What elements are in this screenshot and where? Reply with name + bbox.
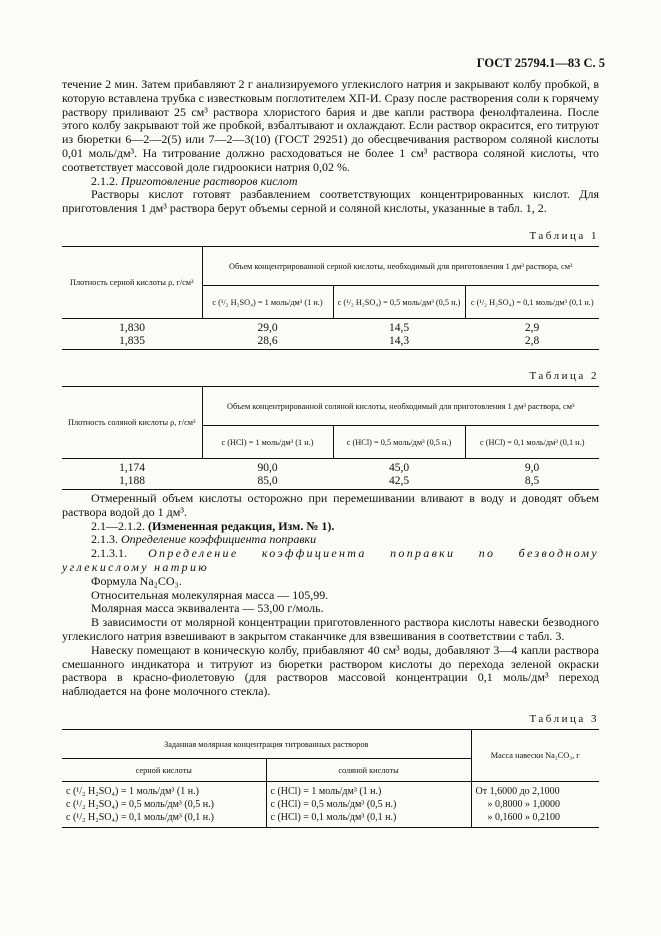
section-number: 2.1—2.1.2. xyxy=(91,518,145,533)
table2-caption: Таблица 2 xyxy=(529,370,599,382)
table-cell: » 0,1600 » 0,2100 xyxy=(471,812,599,828)
paragraph-acid-prep: Растворы кислот готовят разбавлением соответствующих концентрированных кислот. Для приготовления 1 дм³ раствора берут объемы серной и соляной кислоты, указанные в табл. 1, 2. xyxy=(62,187,599,216)
table2-sub-2: c (HCl) = 0,5 моль/дм³ (0,5 н.) xyxy=(333,426,465,459)
section-2-1-3-heading xyxy=(62,533,599,547)
table1-sub-1: c (¹/₂ H₂SO₄) = 1 моль/дм³ (1 н.) xyxy=(202,286,333,319)
table-row xyxy=(62,799,599,812)
table-cell: c (¹/₂ H₂SO₄) = 0,1 моль/дм³ (0,1 н.) xyxy=(62,812,266,828)
section-title: Определение коэффициента поправки xyxy=(121,532,317,547)
equivalent-mass-line: Молярная масса эквивалента — 53,00 г/моль. xyxy=(91,601,324,616)
table-cell: 45,0 xyxy=(388,462,410,474)
table-cell: 1,835 xyxy=(62,336,202,350)
table-cell: c (HCl) = 1 моль/дм³ (1 н.) xyxy=(266,782,471,800)
formula-line: Формула Na₂CO₃. xyxy=(91,573,182,588)
table-row xyxy=(62,459,599,477)
table-cell: 8,5 xyxy=(465,476,599,490)
section-number: 2.1.2. xyxy=(91,173,118,188)
table2-sub-1: c (HCl) = 1 моль/дм³ (1 н.) xyxy=(202,426,333,459)
text-block-1 xyxy=(62,78,599,216)
table-cell: 9,0 xyxy=(524,462,540,474)
paragraph-dilution: Отмеренный объем кислоты осторожно при перемешивании вливают в воду и доводят объем раствора водой до 1 дм³. xyxy=(62,491,599,519)
table-row xyxy=(62,782,599,800)
table3-sub-sulfuric: серной кислоты xyxy=(62,759,266,782)
table-cell: 1,188 xyxy=(62,476,202,490)
table1-sub-2: c (¹/₂ H₂SO₄) = 0,5 моль/дм³ (0,5 н.) xyxy=(333,286,465,319)
table1-sub-3: c (¹/₂ H₂SO₄) = 0,1 моль/дм³ (0,1 н.) xyxy=(465,286,599,319)
edit-note-text: (Измененная редакция, Изм. № 1). xyxy=(148,518,335,533)
table2-group-header: Объем концентрированной соляной кислоты, необходимый для приготовления 1 дм³ раствора, см³ xyxy=(202,387,599,426)
table-row xyxy=(62,319,599,337)
table2-sub-3: c (HCl) = 0,1 моль/дм³ (0,1 н.) xyxy=(465,426,599,459)
table3-col-mass: Масса навески Na₂CO₃, г xyxy=(471,730,599,782)
table-cell: 90,0 xyxy=(257,462,278,474)
page-header: ГОСТ 25794.1—83 С. 5 xyxy=(476,56,605,70)
table1-col-density: Плотность серной кислоты ρ, г/см³ xyxy=(62,247,202,319)
table-row xyxy=(62,812,599,828)
table-cell: c (HCl) = 0,1 моль/дм³ (0,1 н.) xyxy=(266,812,471,828)
table-cell: 28,6 xyxy=(202,336,333,350)
table-1 xyxy=(62,246,599,350)
table-cell: c (¹/₂ H₂SO₄) = 1 моль/дм³ (1 н.) xyxy=(62,782,266,800)
molecular-mass-line: Относительная молекулярная масса — 105,99. xyxy=(91,587,329,602)
paragraph-weighing: В зависимости от молярной концентрации приготовленного раствора кислоты навески безводного углекислого натрия взвешивают в закрытом стаканчике для взвешивания в соответствии с табл. 3. xyxy=(62,615,599,643)
table-3 xyxy=(62,729,599,828)
edit-note xyxy=(62,520,599,534)
section-number: 2.1.3.1. xyxy=(91,546,127,561)
section-2-1-3-1-heading xyxy=(62,547,599,575)
table-2 xyxy=(62,386,599,490)
paragraph-titration: Навеску помещают в коническую колбу, прибавляют 40 см³ воды, добавляют 3—4 капли раствора смешанного индикатора и титруют из бюретки раствором кислоты до перехода зеленой окраски раствора в красно-фиолетовую (для растворов массовой концентрации 0,1 моль/дм³ переход наблюдается на фоне молочного стекла). xyxy=(62,642,599,699)
table3-group-header: Заданная молярная концентрация титрованных растворов xyxy=(62,730,471,759)
table-cell: 14,3 xyxy=(333,336,465,350)
table-cell: » 0,8000 » 1,0000 xyxy=(487,799,560,810)
paragraph-continuation: течение 2 мин. Затем прибавляют 2 г анализируемого углекислого натрия и закрывают колбу пробкой, в которую вставлена трубка с известковым поглотителем ХП-И. Сразу после растворения соли к горячему раствору приливают 25 см³ раствора хлористого бария и две капли раствора фенолфталеина. После этого колбу закрывают той же пробкой, взбалтывают и охлаждают. Если раствор окрасится, его титруют из бюретки 6—2—2(5) или 7—2—3(10) (ГОСТ 29251) до обесцвечивания раствором соляной кислоты 0,01 моль/дм³. На титрование должно расходоваться не более 1 см³ раствора соляной кислоты, что соответствует массовой доле гидроокиси натрия 0,02 %. xyxy=(62,77,599,174)
table-cell: 85,0 xyxy=(202,476,333,490)
table-cell: c (HCl) = 0,5 моль/дм³ (0,5 н.) xyxy=(266,799,471,812)
table-row xyxy=(62,336,599,350)
table2-col-density: Плотность соляной кислоты ρ, г/см³ xyxy=(62,387,202,459)
table3-caption: Таблица 3 xyxy=(529,713,599,725)
section-number: 2.1.3. xyxy=(91,532,118,547)
table-cell: c (¹/₂ H₂SO₄) = 0,5 моль/дм³ (0,5 н.) xyxy=(62,799,266,812)
table-cell: 29,0 xyxy=(257,322,278,334)
table3-sub-hydrochloric: соляной кислоты xyxy=(266,759,471,782)
text-block-2 xyxy=(62,492,599,699)
table-cell: 42,5 xyxy=(333,476,465,490)
table-cell: 1,174 xyxy=(119,462,145,474)
table-cell: 1,830 xyxy=(119,322,145,334)
table-cell: От 1,6000 до 2,1000 xyxy=(475,786,560,797)
section-title: Приготовление растворов кислот xyxy=(121,173,298,188)
section-title: Определение коэффициента поправки по безводному углекислому натрию xyxy=(62,546,600,574)
table1-group-header: Объем концентрированной серной кислоты, необходимый для приготовления 1 дм³ раствора, см³ xyxy=(202,247,599,286)
table-cell: 14,5 xyxy=(388,322,410,334)
table1-caption: Таблица 1 xyxy=(529,230,599,242)
table-cell: 2,9 xyxy=(524,322,540,334)
table-cell: 2,8 xyxy=(465,336,599,350)
table-row xyxy=(62,476,599,490)
section-2-1-2-heading xyxy=(62,175,599,189)
